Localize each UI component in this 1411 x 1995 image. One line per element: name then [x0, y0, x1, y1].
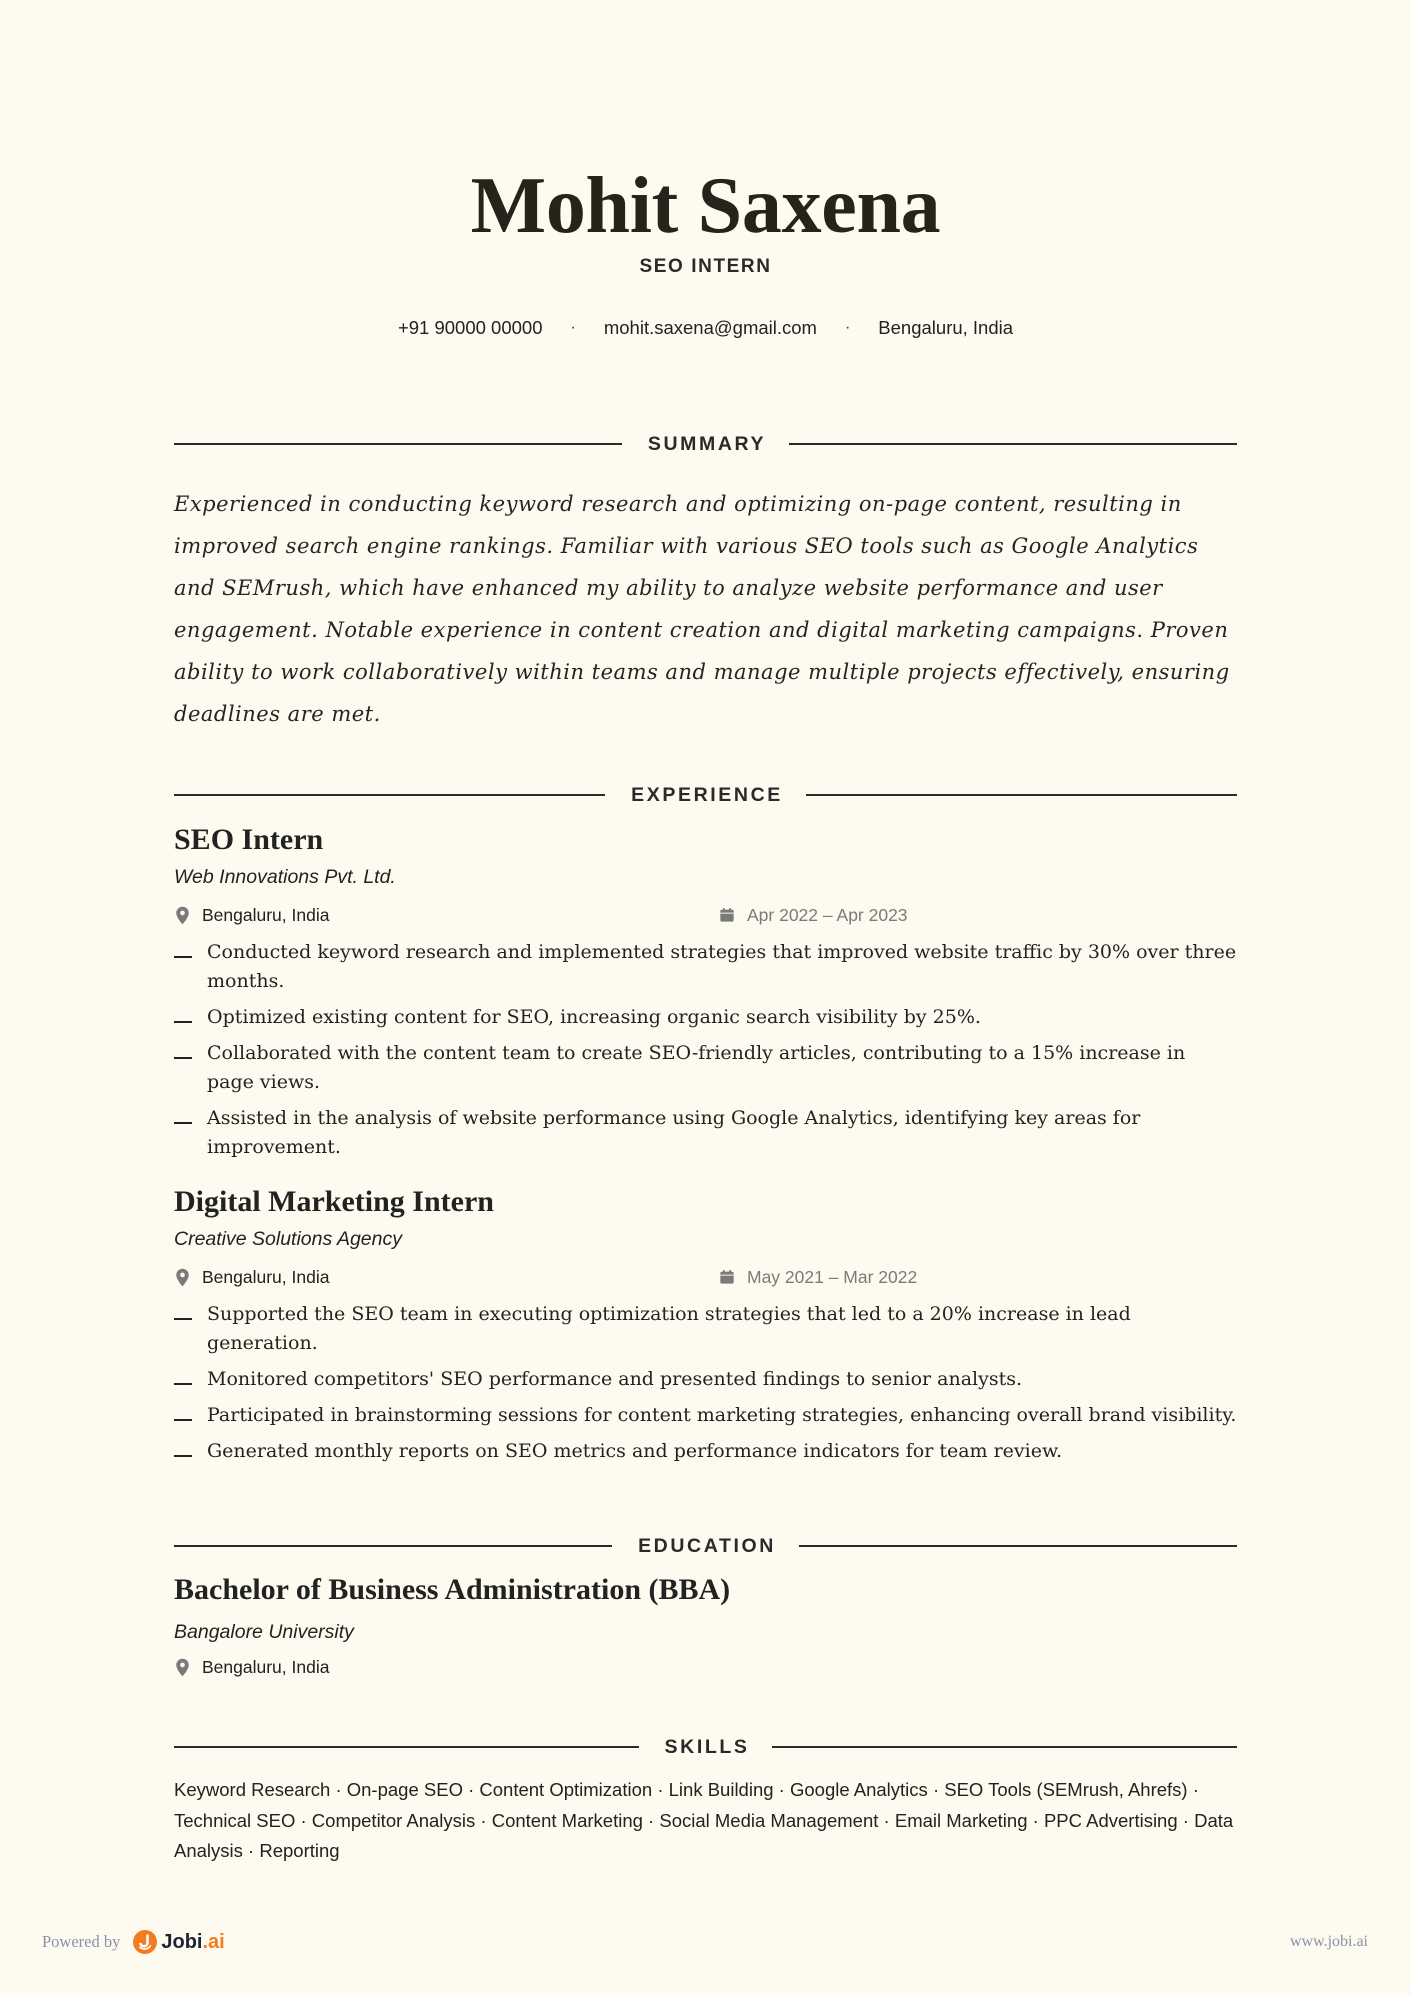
school-name: Bangalore University — [174, 1621, 354, 1643]
heading-rule-right — [806, 794, 1237, 796]
contact-phone[interactable]: +91 90000 00000 — [397, 317, 543, 338]
list-item — [174, 1003, 1237, 1032]
skill-separator: · — [1032, 1809, 1039, 1831]
job-title: Digital Marketing Intern — [174, 1185, 494, 1218]
achievement-list — [174, 938, 1237, 1162]
bullet-dash — [174, 956, 192, 958]
bullet-dash — [174, 1419, 192, 1421]
list-item — [174, 1300, 1237, 1358]
bullet-text: Collaborated with the content team to create SEO-friendly articles, contributing to a 15% increase in page views. — [207, 1042, 1186, 1093]
experience-entry — [174, 1184, 1237, 1466]
skill-separator: · — [648, 1809, 655, 1831]
bullet-dash — [174, 1318, 192, 1320]
list-item — [174, 1104, 1237, 1162]
degree-title: Bachelor of Business Administration (BBA) — [174, 1573, 731, 1606]
heading-rule-left — [174, 1746, 639, 1748]
bullet-dash — [174, 1021, 192, 1023]
contact-separator: · — [844, 319, 851, 336]
skill-separator: · — [468, 1779, 475, 1800]
heading-rule-left — [174, 794, 605, 796]
skill-item: Content Optimization — [479, 1779, 653, 1800]
skill-separator: · — [778, 1779, 785, 1800]
bullet-text: Conducted keyword research and implemented strategies that improved website traffic by 30% over three months. — [207, 941, 1237, 992]
location-text: Bengaluru, India — [202, 1657, 330, 1677]
section-title: SKILLS — [664, 1736, 750, 1758]
job-meta — [174, 903, 1237, 927]
bullet-text: Monitored competitors' SEO performance and presented findings to senior analysts. — [207, 1368, 1023, 1390]
job-location — [174, 1265, 719, 1289]
skill-item: Reporting — [259, 1840, 340, 1861]
date-range: Apr 2022 – Apr 2023 — [747, 905, 908, 925]
bullet-dash — [174, 1383, 192, 1385]
experience-section — [174, 783, 1237, 1466]
bullet-text: Assisted in the analysis of website performance using Google Analytics, identifying key areas for improvement. — [207, 1107, 1141, 1158]
contact-separator: · — [570, 319, 576, 336]
list-item — [174, 1401, 1237, 1430]
skill-separator: · — [883, 1809, 890, 1831]
section-heading — [174, 783, 1237, 807]
skill-item: Social Media Management — [659, 1809, 879, 1831]
heading-rule-right — [799, 1545, 1237, 1547]
skill-separator: · — [335, 1779, 342, 1800]
bullet-text: Supported the SEO team in executing optimization strategies that led to a 20% increase in lead generation. — [207, 1303, 1131, 1354]
section-heading — [174, 1735, 1237, 1759]
location-text: Bengaluru, India — [202, 1267, 330, 1287]
list-item — [174, 1039, 1237, 1097]
heading-rule-right — [772, 1746, 1237, 1748]
skill-separator: · — [480, 1809, 487, 1831]
list-item — [174, 938, 1237, 996]
bullet-text: Generated monthly reports on SEO metrics and performance indicators for team review. — [207, 1440, 1063, 1462]
experience-entry — [174, 822, 1237, 1162]
skill-item: Competitor Analysis — [311, 1809, 476, 1831]
brand-name: Jobi — [161, 1930, 203, 1953]
list-item — [174, 1437, 1237, 1466]
skill-item: Link Building — [668, 1779, 774, 1800]
education-section — [174, 1534, 1237, 1679]
candidate-title: SEO INTERN — [639, 256, 772, 277]
section-title: EDUCATION — [638, 1535, 776, 1557]
calendar-icon — [719, 905, 735, 925]
skills-list — [174, 1775, 1237, 1867]
company-name: Web Innovations Pvt. Ltd. — [174, 866, 396, 888]
bullet-dash — [174, 1122, 192, 1124]
skill-separator: · — [1192, 1779, 1199, 1800]
skill-item: Content Marketing — [491, 1809, 643, 1831]
brand-tld: .ai — [202, 1930, 225, 1953]
skill-item: Email Marketing — [894, 1809, 1028, 1831]
education-meta — [174, 1655, 1237, 1679]
education-entry — [174, 1572, 1237, 1679]
skill-separator: · — [248, 1840, 255, 1861]
candidate-name: Mohit Saxena — [470, 162, 941, 250]
calendar-icon — [719, 1267, 735, 1287]
summary-section — [174, 432, 1237, 735]
skill-separator: · — [1182, 1809, 1189, 1831]
website-link[interactable]: www.jobi.ai — [1289, 1933, 1368, 1950]
bullet-dash — [174, 1455, 192, 1457]
skill-separator: · — [932, 1779, 940, 1800]
heading-rule-left — [174, 1545, 612, 1547]
brand-wordmark — [161, 1931, 224, 1954]
skill-separator: · — [657, 1779, 664, 1800]
contact-row — [0, 316, 1411, 340]
skill-item: Google Analytics — [789, 1779, 928, 1800]
skills-section — [174, 1735, 1237, 1867]
section-title: SUMMARY — [647, 433, 767, 455]
summary-text: Experienced in conducting keyword research and optimizing on-page content, resulting in improved search engine rankings. Familiar with various SEO tools such as Google Analytics and SEMrush, which have enhanced my ability to analyze website performance and user engagement. Notable experience in content creation and digital marketing campaigns. Proven ability to work collaboratively within teams and manage multiple projects effectively, ensuring deadlines are met. — [174, 492, 1230, 726]
job-dates — [719, 903, 908, 927]
skill-separator: · — [300, 1809, 307, 1831]
heading-rule-right — [789, 443, 1237, 445]
skill-item: Keyword Research — [174, 1779, 331, 1800]
achievement-list — [174, 1300, 1237, 1466]
date-range: May 2021 – Mar 2022 — [747, 1267, 918, 1287]
map-pin-icon — [174, 1267, 190, 1287]
list-item — [174, 1365, 1237, 1394]
company-name: Creative Solutions Agency — [174, 1228, 402, 1250]
location-text: Bengaluru, India — [202, 905, 330, 925]
job-title: SEO Intern — [174, 823, 324, 856]
bullet-dash — [174, 1057, 192, 1059]
skill-item: SEO Tools (SEMrush, Ahrefs) — [944, 1779, 1188, 1800]
contact-email[interactable]: mohit.saxena@gmail.com — [603, 317, 817, 338]
powered-by-badge[interactable] — [42, 1929, 225, 1955]
job-dates — [719, 1265, 917, 1289]
skill-item: On-page SEO — [346, 1779, 463, 1800]
section-heading — [174, 1534, 1237, 1558]
job-meta — [174, 1265, 1237, 1289]
section-heading — [174, 432, 1237, 456]
map-pin-icon — [174, 1657, 190, 1677]
section-title: EXPERIENCE — [631, 784, 783, 806]
jobi-logo-icon — [133, 1930, 157, 1954]
skill-item: Data Analysis — [174, 1809, 1234, 1861]
skill-item: PPC Advertising — [1043, 1809, 1178, 1831]
map-pin-icon — [174, 905, 190, 925]
skill-item: Technical SEO — [174, 1809, 296, 1831]
bullet-text: Participated in brainstorming sessions for content marketing strategies, enhancing overall brand visibility. — [207, 1404, 1237, 1426]
heading-rule-left — [174, 443, 622, 445]
education-location — [174, 1655, 719, 1679]
powered-by-label: Powered by — [42, 1932, 121, 1951]
job-location — [174, 903, 719, 927]
contact-location: Bengaluru, India — [878, 317, 1014, 338]
bullet-text: Optimized existing content for SEO, increasing organic search visibility by 25%. — [207, 1006, 981, 1028]
